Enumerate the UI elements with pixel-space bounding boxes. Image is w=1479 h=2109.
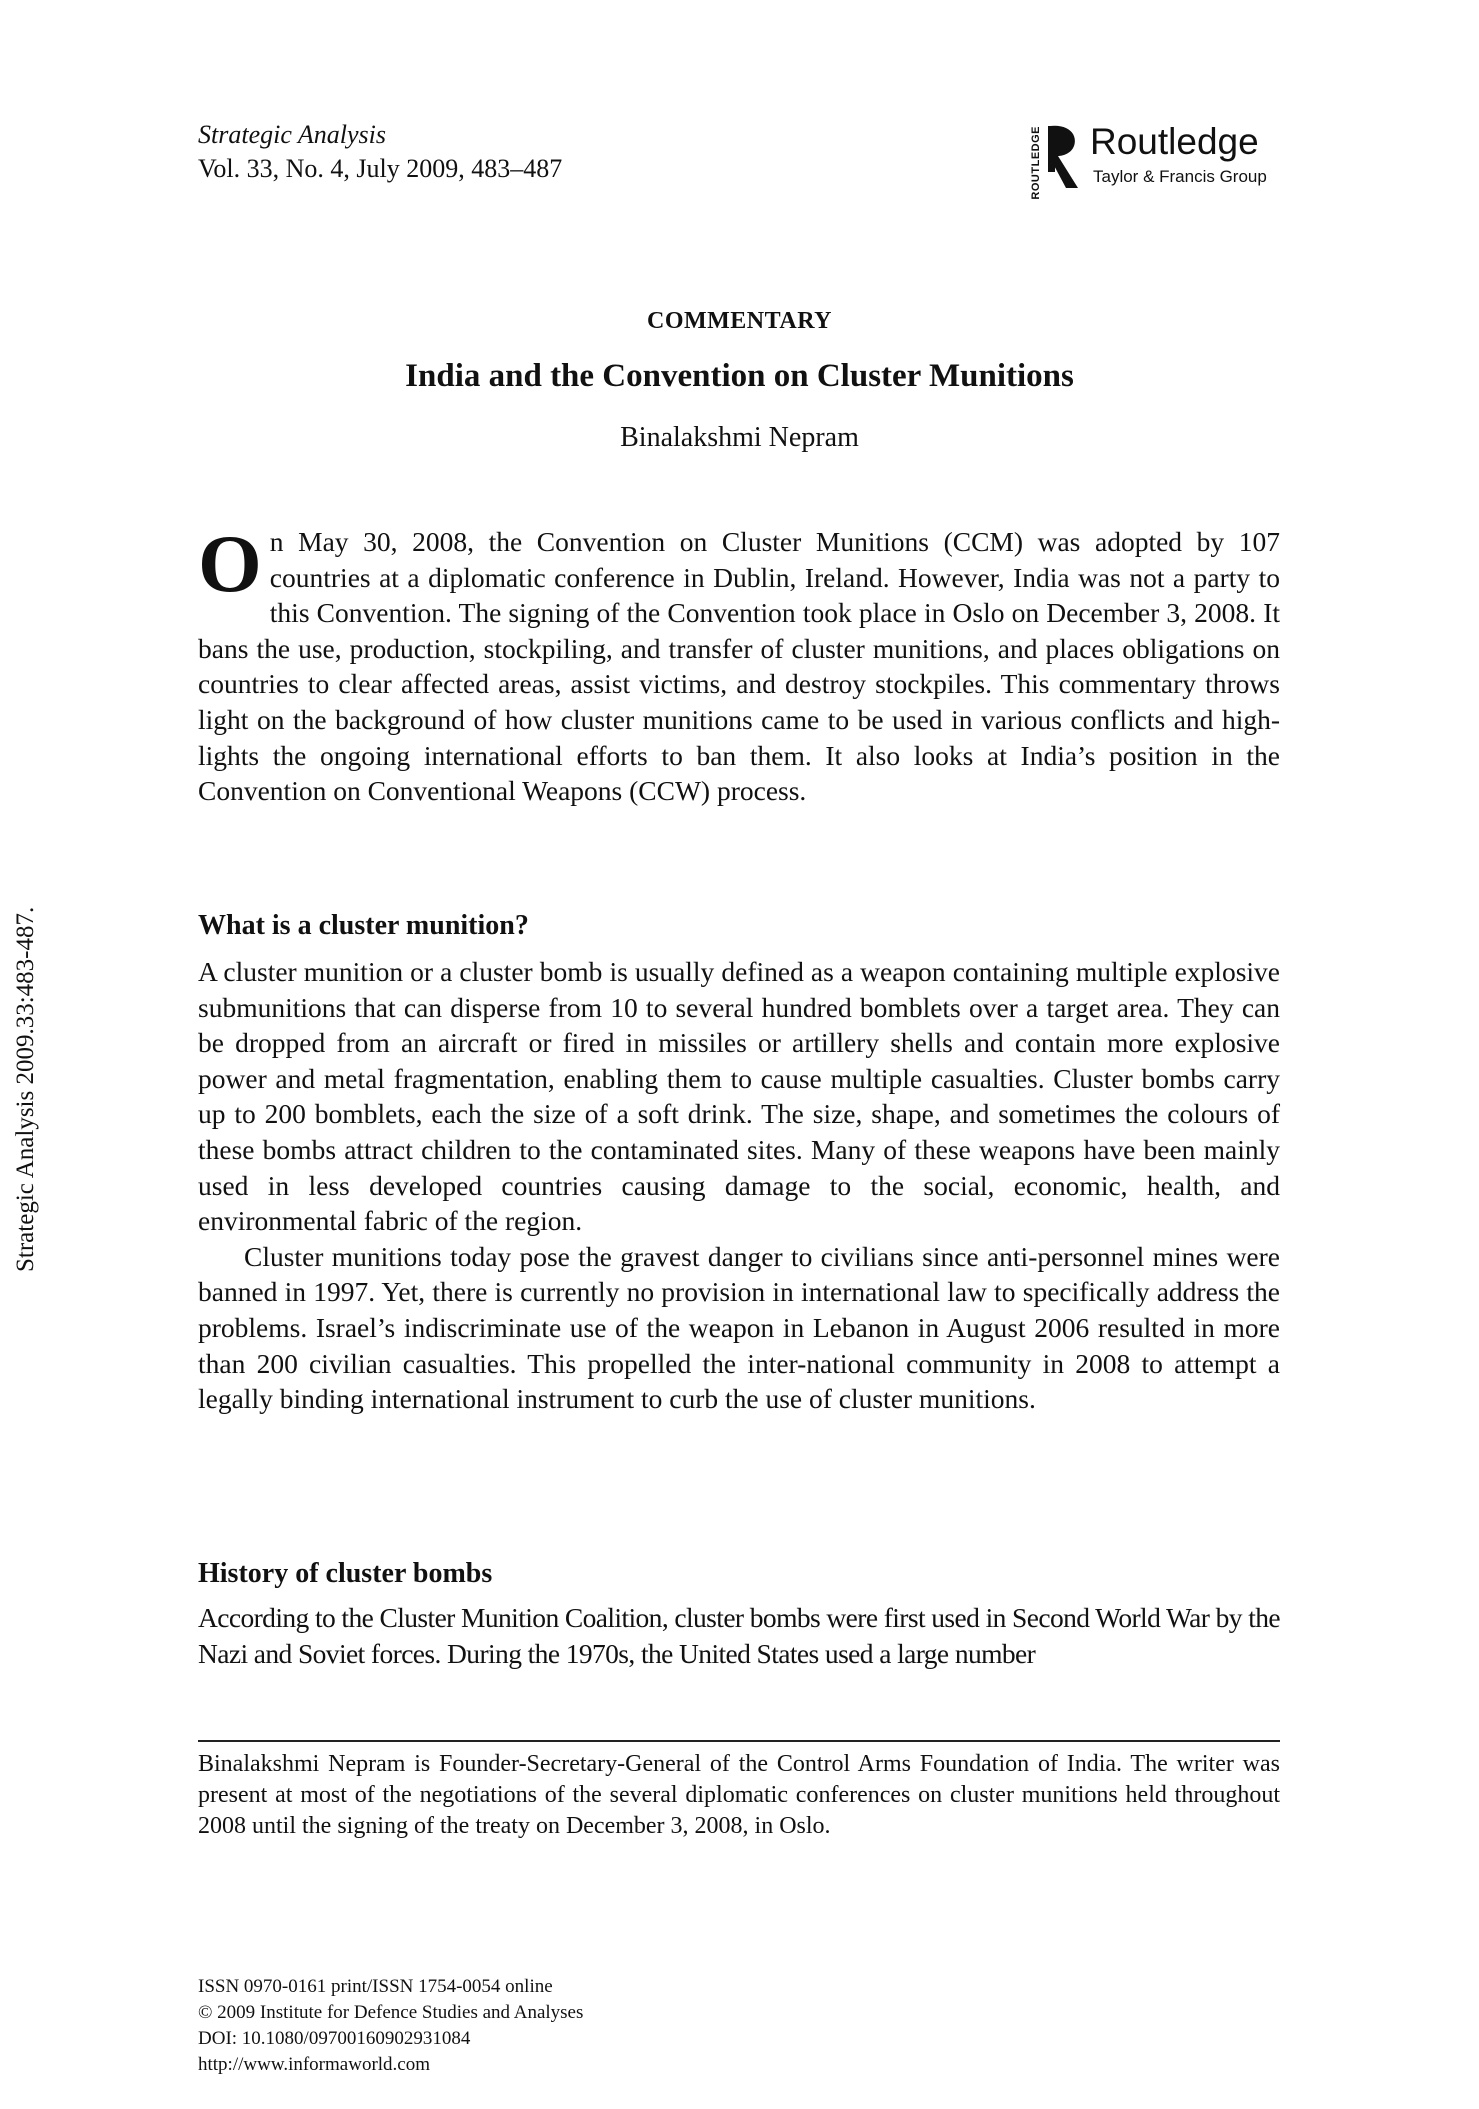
publisher-logo <box>1030 118 1280 198</box>
footnote-divider <box>198 1740 1280 1742</box>
article-author: Binalakshmi Nepram <box>620 422 859 453</box>
logo-vertical-text: ROUTLEDGE <box>1030 126 1042 200</box>
paragraph: According to the Cluster Munition Coalition, cluster bombs were first used in Second World War by the Nazi and Soviet forces. During the 1970s, the United States used a large number <box>198 1602 1280 1669</box>
journal-name: Strategic Analysis <box>198 120 387 149</box>
abstract <box>198 518 1280 809</box>
logo-brand: Routledge <box>1090 121 1259 162</box>
section-body <box>198 1600 1280 1671</box>
paragraph: Cluster munitions today pose the gravest danger to civilians since anti-personnel mines were banned in 1997. Yet, there is currently no provision in international law to specifically address the problems. Israel’s indiscriminate use of the weapon in Lebanon in August 2006 resulted in more than 200 civilian casualties. This propelled the inter-national community in 2008 to attempt a legally binding international instrument to curb the use of cluster munitions. <box>198 1240 1280 1415</box>
section-heading: History of cluster bombs <box>198 1558 493 1589</box>
author-footnote: Binalakshmi Nepram is Founder-Secretary-General of the Control Arms Foundation of India. The writer was present at most of the negotiations of the several diplomatic conferences on cluster munitions held throughout 2008 until the signing of the treaty on December 3, 2008, in Oslo. <box>198 1751 1280 1839</box>
logo-group: Taylor & Francis Group <box>1093 167 1267 186</box>
drop-cap: O <box>198 518 262 609</box>
journal-volume: Vol. 33, No. 4, July 2009, 483–487 <box>198 154 563 183</box>
abstract-paragraph <box>198 518 1280 809</box>
paragraph: A cluster munition or a cluster bomb is usually defined as a weapon containing multiple explosive submunitions that can disperse from 10 to several hundred bomblets over a target area. They can be dropped from an aircraft or fired in missiles or artillery shells and contain more explosive power and metal fragmentation, enabling them to cause multiple casualties. Cluster bombs carry up to 200 bomblets, each the size of a soft drink. The size, shape, and sometimes the colours of these bombs attract children to the contaminated sites. Many of these weapons have been mainly used in less developed countries causing damage to the social, economic, health, and environmental fabric of the region. <box>198 956 1280 1237</box>
issn: ISSN 0970-0161 print/ISSN 1754-0054 online <box>198 1976 553 1997</box>
article-kicker: COMMENTARY <box>646 308 833 334</box>
journal-header <box>198 118 562 186</box>
abstract-text: n May 30, 2008, the Convention on Cluster Munitions (CCM) was adopted by 107 countries at a diplomatic conference in Dublin, Ireland. However, India was not a party to this Convention. The signing of the Convention took place in Oslo on December 3, 2008. It bans the use, production, stockpiling, and transfer of cluster munitions, and places obligations on countries to clear affected areas, assist victims, and destroy stockpiles. This commentary throws light on the background of how cluster munitions came to be used in various conflicts and high-lights the ongoing international efforts to ban them. It also looks at India’s position in the Convention on Conventional Weapons (CCW) process. <box>198 526 1280 807</box>
section-heading: What is a cluster munition? <box>198 910 529 941</box>
routledge-r-icon <box>1044 122 1084 194</box>
publisher-url: http://www.informaworld.com <box>198 2054 431 2075</box>
side-citation: Strategic Analysis 2009.33:483-487. <box>12 906 39 1272</box>
copyright: © 2009 Institute for Defence Studies and Analyses <box>198 2002 584 2023</box>
doi: DOI: 10.1080/09700160902931084 <box>198 2028 471 2049</box>
publication-meta <box>198 1974 583 2078</box>
article-title: India and the Convention on Cluster Munitions <box>405 358 1074 394</box>
section-body <box>198 954 1280 1417</box>
